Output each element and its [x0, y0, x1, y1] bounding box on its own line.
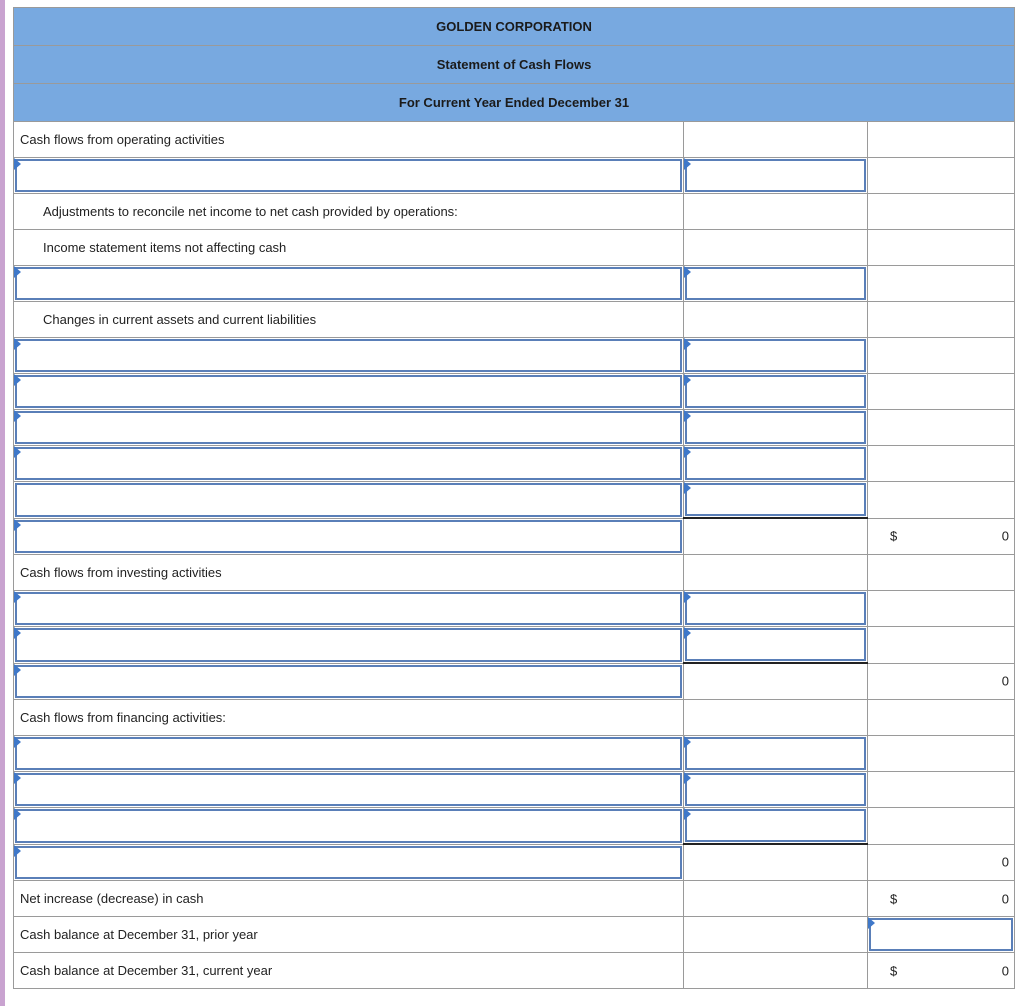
dropdown-indicator-icon[interactable]	[14, 158, 21, 170]
investing-title: Cash flows from investing activities	[14, 555, 684, 591]
financing-total-value: 0	[1001, 854, 1010, 870]
statement-period: For Current Year Ended December 31	[14, 84, 1015, 122]
financing-label-input[interactable]	[15, 773, 682, 806]
changes-label-input[interactable]	[15, 447, 682, 480]
currency-symbol: $	[890, 891, 898, 906]
financing-total-label-input[interactable]	[15, 846, 682, 880]
operating-title-row	[14, 122, 1015, 158]
changes-label: Changes in current assets and current liabilities	[14, 302, 684, 338]
investing-amount-input[interactable]	[685, 628, 866, 661]
changes-input-row	[14, 446, 1015, 482]
dropdown-indicator-icon[interactable]	[684, 627, 691, 639]
changes-amount-input[interactable]	[685, 483, 866, 516]
dropdown-indicator-icon[interactable]	[684, 446, 691, 458]
financing-total-row	[14, 844, 1015, 881]
noncash-amount-input[interactable]	[685, 267, 866, 300]
dropdown-indicator-icon[interactable]	[14, 446, 21, 458]
operating-total-value: 0	[1001, 528, 1010, 544]
header-row-company	[14, 8, 1015, 46]
financing-input-row	[14, 772, 1015, 808]
changes-amount-input[interactable]	[685, 411, 866, 444]
financing-input-row	[14, 808, 1015, 845]
changes-input-row	[14, 338, 1015, 374]
dropdown-indicator-icon[interactable]	[14, 736, 21, 748]
header-row-statement	[14, 46, 1015, 84]
dropdown-indicator-icon[interactable]	[684, 772, 691, 784]
dropdown-indicator-icon[interactable]	[684, 374, 691, 386]
dropdown-indicator-icon[interactable]	[684, 482, 691, 494]
adjustments-row	[14, 194, 1015, 230]
current-balance-value: 0	[1001, 963, 1010, 978]
investing-input-row	[14, 591, 1015, 627]
financing-label-input[interactable]	[15, 809, 682, 843]
dropdown-indicator-icon[interactable]	[684, 410, 691, 422]
financing-amount-input[interactable]	[685, 737, 866, 770]
currency-symbol: $	[890, 528, 898, 544]
dropdown-indicator-icon[interactable]	[684, 266, 691, 278]
left-accent-bar	[0, 0, 5, 1006]
prior-balance-input[interactable]	[869, 918, 1013, 951]
dropdown-indicator-icon[interactable]	[14, 266, 21, 278]
dropdown-indicator-icon[interactable]	[14, 519, 21, 531]
financing-label-input[interactable]	[15, 737, 682, 770]
changes-input-row	[14, 374, 1015, 410]
company-name: GOLDEN CORPORATION	[14, 8, 1015, 46]
dropdown-indicator-icon[interactable]	[14, 664, 21, 676]
dropdown-indicator-icon[interactable]	[684, 808, 691, 820]
dropdown-indicator-icon[interactable]	[684, 158, 691, 170]
dropdown-indicator-icon[interactable]	[14, 410, 21, 422]
noncash-input-row	[14, 266, 1015, 302]
currency-symbol: $	[890, 963, 898, 978]
changes-label-input[interactable]	[15, 375, 682, 408]
net-change-label: Net increase (decrease) in cash	[14, 881, 684, 917]
current-balance-row	[14, 953, 1015, 989]
header-row-period	[14, 84, 1015, 122]
changes-label-input[interactable]	[15, 411, 682, 444]
dropdown-indicator-icon[interactable]	[14, 338, 21, 350]
dropdown-indicator-icon[interactable]	[684, 591, 691, 603]
net-change-value: 0	[1001, 891, 1010, 906]
financing-amount-input[interactable]	[685, 809, 866, 842]
noncash-label: Income statement items not affecting cash	[14, 230, 684, 266]
operating-amount-input[interactable]	[685, 159, 866, 192]
investing-label-input[interactable]	[15, 628, 682, 662]
changes-input-row	[14, 410, 1015, 446]
investing-input-row	[14, 627, 1015, 664]
noncash-row	[14, 230, 1015, 266]
dropdown-indicator-icon[interactable]	[14, 591, 21, 603]
changes-amount-input[interactable]	[685, 339, 866, 372]
prior-balance-row	[14, 917, 1015, 953]
adjustments-label: Adjustments to reconcile net income to net cash provided by operations:	[14, 194, 684, 230]
dropdown-indicator-icon[interactable]	[868, 917, 875, 929]
investing-title-row	[14, 555, 1015, 591]
noncash-label-input[interactable]	[15, 267, 682, 300]
net-change-row	[14, 881, 1015, 917]
financing-title: Cash flows from financing activities:	[14, 700, 684, 736]
investing-label-input[interactable]	[15, 592, 682, 625]
dropdown-indicator-icon[interactable]	[14, 845, 21, 857]
operating-title: Cash flows from operating activities	[14, 122, 684, 158]
operating-label-input[interactable]	[15, 159, 682, 192]
changes-input-row	[14, 482, 1015, 519]
investing-total-value: 0	[1001, 673, 1010, 689]
dropdown-indicator-icon[interactable]	[14, 374, 21, 386]
investing-total-row	[14, 663, 1015, 700]
changes-label-input[interactable]	[15, 339, 682, 372]
statement-title: Statement of Cash Flows	[14, 46, 1015, 84]
current-balance-label: Cash balance at December 31, current year	[14, 953, 684, 989]
changes-row	[14, 302, 1015, 338]
dropdown-indicator-icon[interactable]	[684, 736, 691, 748]
dropdown-indicator-icon[interactable]	[14, 627, 21, 639]
changes-label-input[interactable]	[15, 483, 682, 517]
dropdown-indicator-icon[interactable]	[14, 808, 21, 820]
operating-total-label-input[interactable]	[15, 520, 682, 554]
dropdown-indicator-icon[interactable]	[684, 338, 691, 350]
dropdown-indicator-icon[interactable]	[14, 772, 21, 784]
financing-amount-input[interactable]	[685, 773, 866, 806]
prior-balance-label: Cash balance at December 31, prior year	[14, 917, 684, 953]
investing-total-label-input[interactable]	[15, 665, 682, 699]
cash-flow-statement-table	[13, 7, 1015, 989]
investing-amount-input[interactable]	[685, 592, 866, 625]
changes-amount-input[interactable]	[685, 375, 866, 408]
operating-input-row	[14, 158, 1015, 194]
financing-input-row	[14, 736, 1015, 772]
financing-title-row	[14, 700, 1015, 736]
changes-amount-input[interactable]	[685, 447, 866, 480]
operating-total-row	[14, 518, 1015, 555]
